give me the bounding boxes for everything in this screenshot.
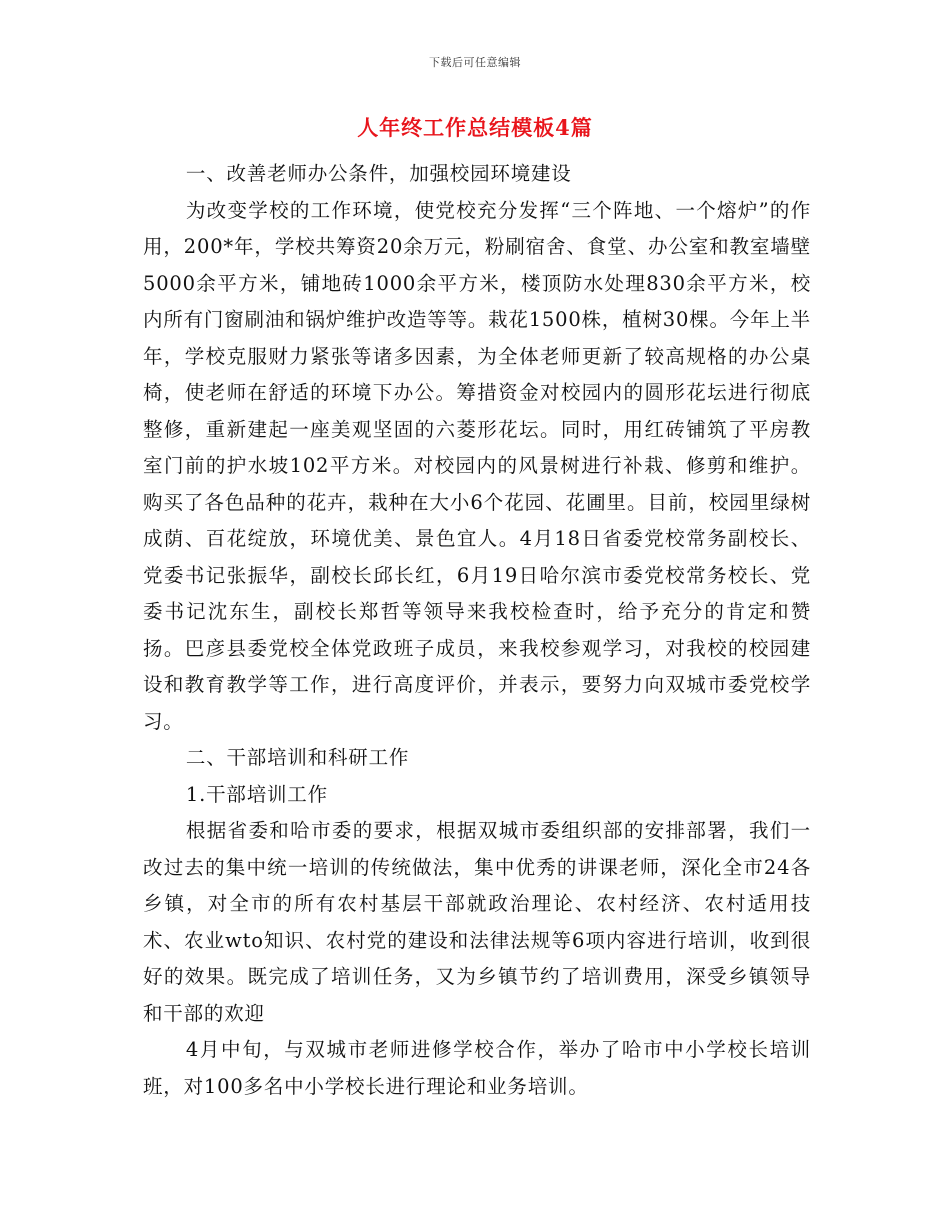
body-paragraph: 4月中旬，与双城市老师进修学校合作，举办了哈市中小学校长培训班，对100多名中小学校长进行理论和业务培训。 xyxy=(143,1038,811,1098)
subsection-heading: 1.干部培训工作 xyxy=(185,782,328,806)
document-body xyxy=(143,156,811,1105)
header-note: 下载后可任意编辑 xyxy=(429,56,521,69)
body-paragraph: 为改变学校的工作环境，使党校充分发挥“三个阵地、一个熔炉”的作用，200*年，学校共筹资20余万元，粉刷宿舍、食堂、办公室和教室墙壁5000余平方米，铺地砖1000余平方米，楼顶防水处理830余平方米，校内所有门窗刷油和锅炉维护改造等等。栽花1500株，植树30棵。今年上半年，学校克服财力紧张等诸多因素，为全体老师更新了较高规格的办公桌椅，使老师在舒适的环境下办公。筹措资金对校园内的圆形花坛进行彻底整修，重新建起一座美观坚固的六菱形花坛。同时，用红砖铺筑了平房教室门前的护水坡102平方米。对校园内的风景树进行补栽、修剪和维护。购买了各色品种的花卉，栽种在大小6个花园、花圃里。目前，校园里绿树成荫、百花绽放，环境优美、景色宜人。4月18日省委党校常务副校长、党委书记张振华，副校长邱长红，6月19日哈尔滨市委党校常务校长、党委书记沈东生，副校长郑哲等领导来我校检查时，给予充分的肯定和赞扬。巴彦县委党校全体党政班子成员，来我校参观学习，对我校的校园建设和教育教学等工作，进行高度评价，并表示，要努力向双城市委党校学习。 xyxy=(143,198,811,733)
section-heading-2: 二、干部培训和科研工作 xyxy=(185,746,410,769)
section-heading-1: 一、改善老师办公条件，加强校园环境建设 xyxy=(185,162,572,185)
document-title: 人年终工作总结模板4篇 xyxy=(357,115,593,140)
body-paragraph: 根据省委和哈市委的要求，根据双城市委组织部的安排部署，我们一改过去的集中统一培训的传统做法，集中优秀的讲课老师，深化全市24各乡镇，对全市的所有农村基层干部就政治理论、农村经济、农村适用技术、农业wto知识、农村党的建设和法律法规等6项内容进行培训，收到很好的效果。既完成了培训任务，又为乡镇节约了培训费用，深受乡镇领导和干部的欢迎 xyxy=(143,819,811,1025)
